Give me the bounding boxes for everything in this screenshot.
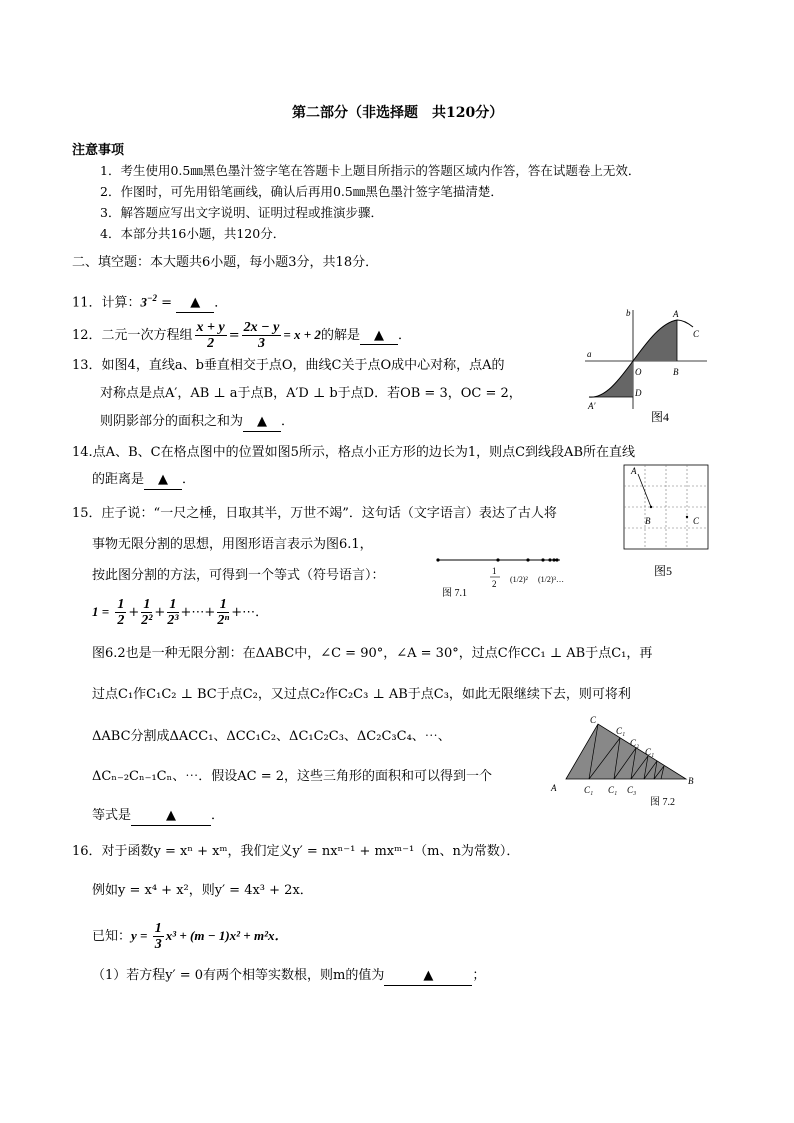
- notice-item: 3．解答题应写出文字说明、证明过程或推演步骤．: [100, 205, 383, 220]
- shaded-region-upper: [633, 320, 677, 361]
- fig72-label-B: B: [688, 776, 694, 786]
- fig72-label-C: C: [590, 715, 597, 725]
- fig5-caption: 图5: [654, 564, 673, 578]
- point-b: [650, 506, 652, 508]
- fig71-label-num: 1: [492, 566, 497, 576]
- fig72-label-C1-top: C₁: [616, 726, 626, 736]
- answer-blank-13[interactable]: ▲: [243, 413, 281, 432]
- question-16-line1: 16．对于函数y = xⁿ + xᵐ，我们定义y′ = nxⁿ⁻¹ + mxᵐ⁻¹（m、n为常数）．: [72, 844, 520, 859]
- figure-4: [585, 305, 715, 430]
- fig4-label-b: b: [626, 308, 631, 318]
- answer-blank-15[interactable]: ▲: [131, 807, 211, 826]
- fig4-label-B: B: [673, 367, 679, 377]
- question-15-line6: 过点C₁作C₁C₂ ⊥ BC于点C₂，又过点C₂作C₂C₃ ⊥ AB于点C₃，如此无限继续下去，则可将利: [92, 687, 631, 702]
- figure-7-1: [432, 552, 572, 602]
- answer-blank-11[interactable]: ▲: [176, 294, 214, 313]
- fig5-label-C: C: [693, 516, 700, 526]
- question-15-line5: 图6.2也是一种无限分割：在ΔABC中，∠C = 90°，∠A = 30°，过点C作CC₁ ⊥ AB于点C₁，再: [92, 646, 653, 661]
- fig5-label-A: A: [631, 466, 637, 476]
- fig72-label-C2-top: C₂: [630, 738, 640, 748]
- question-15-line8: ΔCₙ₋₂Cₙ₋₁Cₙ、⋯．假设AC = 2，这些三角形的面积和可以得到一个: [92, 769, 493, 784]
- fig71-label-sq: (1/2)²: [510, 575, 528, 584]
- notice-item: 2．作图时，可先用铅笔画线，确认后再用0.5㎜黑色墨汁签字笔描清楚．: [100, 184, 503, 199]
- question-15-line9: 等式是 ▲ ．: [92, 807, 224, 826]
- fig72-label-C1-bottom: C₁: [584, 785, 594, 795]
- question-14-line2: 的距离是 ▲ ．: [92, 471, 195, 490]
- fig4-label-A2: A′: [588, 401, 596, 411]
- question-13-line1: 13．如图4，直线a、b垂直相交于点O，曲线C关于点O成中心对称，点A的: [72, 358, 505, 373]
- figure-5: [620, 461, 712, 579]
- question-14-line1: 14.点A、B、C在格点图中的位置如图5所示，格点小正方形的边长为1，则点C到线段AB所在直线: [72, 445, 635, 460]
- notice-item: 4．本部分共16小题，共120分．: [100, 226, 286, 241]
- fig4-caption: 图4: [651, 410, 670, 424]
- fig71-label-den: 2: [492, 579, 497, 589]
- fig4-label-A: A: [673, 309, 679, 319]
- fig72-caption: 图 7.2: [650, 797, 675, 808]
- question-16-line2: 例如y = x⁴ + x²，则y′ = 4x³ + 2x．: [92, 883, 313, 898]
- fig72-label-A: A: [551, 783, 557, 793]
- grid-lines: [624, 465, 708, 549]
- question-15-line2: 事物无限分割的思想，用图形语言表示为图6.1，: [92, 537, 373, 552]
- notice-item: 1．考生使用0.5㎜黑色墨汁签字笔在答题卡上题目所指示的答题区域内作答，答在试题卷上无效．: [100, 163, 641, 178]
- figure-7-2: [548, 712, 708, 812]
- fig4-label-C: C: [693, 329, 700, 339]
- answer-blank-16[interactable]: ▲: [384, 967, 472, 986]
- fig72-label-C3-bottom: C₃: [627, 785, 637, 795]
- question-13-line2: 对称点是点A′，AB ⊥ a于点B，A′D ⊥ b于点D．若OB = 3，OC = 2，: [100, 386, 522, 401]
- notice-heading: 注意事项: [72, 143, 125, 158]
- question-15-line7: ΔABC分割成ΔACC₁、ΔCC₁C₂、ΔC₁C₂C₃、ΔC₂C₃C₄、⋯、: [92, 729, 451, 744]
- question-16-line4: （1）若方程y′ = 0有两个相等实数根，则m的值为 ▲ ；: [92, 967, 485, 986]
- answer-blank-12[interactable]: ▲: [360, 328, 398, 345]
- point-c: [686, 516, 688, 518]
- question-11: 11．计算：$3^{-2}$ = ▲ ．: [72, 289, 227, 313]
- question-13-line3: 则阴影部分的面积之和为 ▲ ．: [100, 413, 294, 432]
- fig4-label-D: D: [635, 388, 642, 398]
- fig71-label-cube: (1/2)³…: [538, 575, 564, 584]
- question-15-line3: 按此图分割的方法，可得到一个等式（符号语言）：: [92, 568, 385, 583]
- section-heading: 二、填空题：本大题共6小题，每小题3分，共18分．: [72, 255, 379, 270]
- question-15-line1: 15．庄子说：“一尺之棰，日取其半，万世不竭”．这句话（文字语言）表达了古人将: [72, 506, 557, 521]
- fig72-label-C1-bottom-2: C₁: [608, 785, 618, 795]
- question-12: 12．二元一次方程组 $\frac{x + y}{2}$ = $\frac{2x - y}{3}$ = x + 2的解是 ▲ ．: [72, 320, 411, 351]
- fig4-label-a: a: [587, 349, 592, 359]
- page-title: 第二部分（非选择题 共120分）: [292, 105, 504, 121]
- fig5-label-B: B: [645, 516, 651, 526]
- fig72-label-C1-top-2: C₁: [645, 747, 655, 757]
- shaded-region-lower: [589, 361, 633, 397]
- question-16-line3: 已知：y = $\frac{1}{3}$ x³ + (m − 1)x² + m²x．: [92, 921, 288, 952]
- fig71-caption: 图 7.1: [442, 588, 467, 599]
- series-equation: 1 = $\frac{1}{2}$ + $\frac{1}{\text{2²}}$ + $\frac{1}{\text{2³}}$ +⋯+ $\frac{1}{\text{2ⁿ}}$ +⋯．: [92, 597, 269, 628]
- answer-blank-14[interactable]: ▲: [144, 471, 182, 490]
- fig4-label-O: O: [635, 367, 642, 377]
- segment-ab: [638, 474, 651, 507]
- triangle-abc: [566, 724, 686, 779]
